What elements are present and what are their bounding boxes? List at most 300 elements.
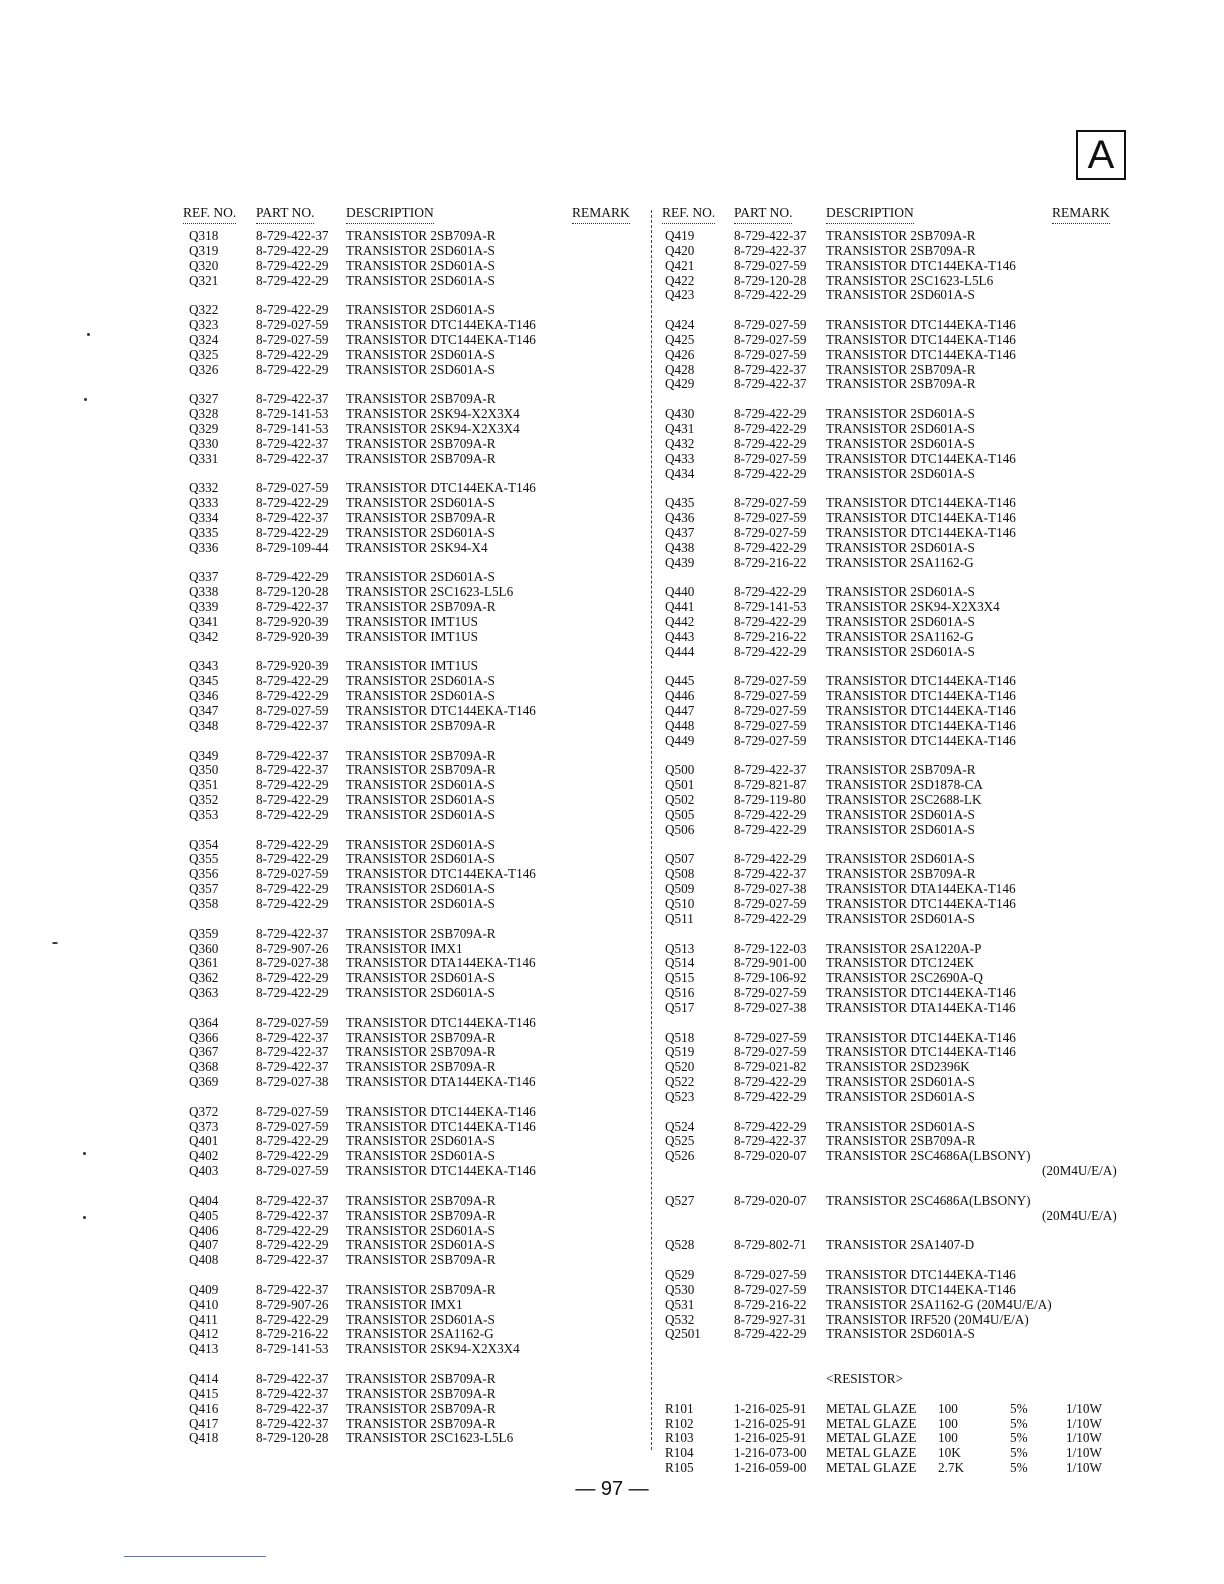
ref-no: Q502 — [665, 792, 695, 808]
ref-no: Q322 — [189, 302, 219, 318]
part-row — [183, 1149, 633, 1164]
scan-speck — [84, 398, 87, 401]
description: TRANSISTOR IRF520 (20M4U/E/A) — [826, 1311, 1029, 1327]
part-no: 8-729-422-29 — [256, 836, 329, 852]
description: TRANSISTOR 2SD601A-S — [346, 361, 495, 377]
description: TRANSISTOR 2SB709A-R — [346, 450, 496, 466]
part-row — [662, 956, 1124, 971]
ref-no: R102 — [665, 1415, 694, 1431]
description: TRANSISTOR 2SA1162-G — [826, 554, 974, 570]
part-row — [662, 823, 1124, 838]
ref-no: Q334 — [189, 510, 219, 526]
ref-no: Q410 — [189, 1296, 219, 1312]
description: TRANSISTOR 2SD601A-S — [346, 1222, 495, 1238]
ref-no: Q416 — [189, 1400, 219, 1416]
right-parts-list — [662, 229, 1124, 1476]
ref-no: Q426 — [665, 346, 695, 362]
description: TRANSISTOR DTC144EKA-T146 — [826, 717, 1016, 733]
description: TRANSISTOR DTC144EKA-T146 — [826, 510, 1016, 526]
part-row — [662, 407, 1124, 422]
part-no: 8-729-422-29 — [734, 1074, 807, 1090]
part-row — [183, 1134, 633, 1149]
part-no: 8-729-119-80 — [734, 792, 807, 808]
part-no: 8-729-216-22 — [734, 1296, 807, 1312]
part-no: 8-729-021-82 — [734, 1059, 807, 1075]
part-no: 8-729-027-59 — [256, 1103, 329, 1119]
group-gap — [662, 1342, 1124, 1357]
part-no: 8-729-120-28 — [256, 584, 329, 600]
part-no: 8-729-422-29 — [734, 613, 807, 629]
description: TRANSISTOR 2SD601A-S — [346, 302, 495, 318]
group-gap — [183, 1357, 633, 1372]
resistor-row — [662, 1431, 1124, 1446]
ref-no: Q364 — [189, 1014, 219, 1030]
ref-no: Q520 — [665, 1059, 695, 1075]
ref-no: Q530 — [665, 1281, 695, 1297]
description: TRANSISTOR 2SB709A-R — [346, 1044, 496, 1060]
part-row — [662, 541, 1124, 556]
ref-no: Q412 — [189, 1326, 219, 1342]
group-gap — [183, 823, 633, 838]
ref-no: Q432 — [665, 435, 695, 451]
part-no: 8-729-422-37 — [256, 1059, 329, 1075]
group-gap — [183, 1268, 633, 1283]
part-no: 8-729-422-29 — [256, 777, 329, 793]
part-no: 8-729-422-29 — [256, 1133, 329, 1149]
part-row — [183, 1417, 633, 1432]
part-no: 8-729-027-59 — [734, 495, 807, 511]
ref-no: Q404 — [189, 1192, 219, 1208]
description: METAL GLAZE — [826, 1400, 917, 1416]
group-gap — [183, 1179, 633, 1194]
ref-no: Q349 — [189, 747, 219, 763]
ref-no: Q345 — [189, 673, 219, 689]
part-no: 8-729-422-29 — [256, 302, 329, 318]
ref-no: Q372 — [189, 1103, 219, 1119]
description: TRANSISTOR 2SD601A-S — [346, 346, 495, 362]
part-row — [662, 615, 1124, 630]
part-row — [183, 585, 633, 600]
description: TRANSISTOR DTC144EKA-T146 — [346, 1014, 536, 1030]
part-no: 8-729-422-37 — [256, 1029, 329, 1045]
part-row — [662, 556, 1124, 571]
description: TRANSISTOR 2SD601A-S — [826, 643, 975, 659]
resistor-row — [662, 1461, 1124, 1476]
description-continuation: (20M4U/E/A) — [1042, 1163, 1117, 1179]
description: TRANSISTOR 2SB709A-R — [826, 361, 976, 377]
ref-no: Q337 — [189, 569, 219, 585]
ref-no: Q352 — [189, 792, 219, 808]
part-row — [183, 986, 633, 1001]
ref-no: Q421 — [665, 257, 695, 273]
page-section-tag: A — [1076, 130, 1126, 180]
ref-no: Q367 — [189, 1044, 219, 1060]
resistance-value: 10K — [938, 1445, 961, 1461]
part-row — [183, 318, 633, 333]
part-no: 8-729-109-44 — [256, 539, 329, 555]
ref-no: Q524 — [665, 1118, 695, 1134]
description: METAL GLAZE — [826, 1445, 917, 1461]
description: TRANSISTOR 2SK94-X2X3X4 — [346, 406, 520, 422]
description: TRANSISTOR 2SB709A-R — [346, 1192, 496, 1208]
ref-no: Q507 — [665, 851, 695, 867]
description: TRANSISTOR 2SD601A-S — [346, 1237, 495, 1253]
part-no: 8-729-027-59 — [256, 331, 329, 347]
ref-no: Q526 — [665, 1148, 695, 1164]
ref-no: Q438 — [665, 539, 695, 555]
scan-speck — [83, 1216, 86, 1219]
ref-no: Q332 — [189, 480, 219, 496]
description: TRANSISTOR DTA144EKA-T146 — [826, 881, 1016, 897]
part-no: 8-729-422-29 — [256, 851, 329, 867]
description: TRANSISTOR 2SA1407-D — [826, 1237, 975, 1253]
part-no: 8-729-422-37 — [734, 376, 807, 392]
part-no: 8-729-422-37 — [734, 361, 807, 377]
part-no: 8-729-027-59 — [734, 317, 807, 333]
group-gap — [662, 1016, 1124, 1031]
part-row — [662, 511, 1124, 526]
power-rating: 1/10W — [1066, 1415, 1102, 1431]
description: TRANSISTOR 2SD601A-S — [826, 1118, 975, 1134]
group-gap — [662, 303, 1124, 318]
resistor-row — [662, 1446, 1124, 1461]
description: TRANSISTOR 2SD601A-S — [826, 287, 975, 303]
ref-no: Q511 — [665, 910, 694, 926]
part-row — [662, 1134, 1124, 1149]
description: TRANSISTOR 2SK94-X4 — [346, 539, 488, 555]
part-row — [183, 437, 633, 452]
part-row — [183, 259, 633, 274]
ref-no: Q354 — [189, 836, 219, 852]
ref-no: Q415 — [189, 1385, 219, 1401]
ref-no: Q326 — [189, 361, 219, 377]
part-row — [183, 1224, 633, 1239]
ref-no: Q2501 — [665, 1326, 701, 1342]
description: TRANSISTOR 2SB709A-R — [826, 762, 976, 778]
part-row — [662, 1194, 1124, 1209]
part-no: 8-729-422-29 — [256, 970, 329, 986]
description: TRANSISTOR 2SK94-X2X3X4 — [826, 599, 1000, 615]
description: TRANSISTOR 2SB709A-R — [826, 866, 976, 882]
group-gap — [662, 1105, 1124, 1120]
description: TRANSISTOR 2SB709A-R — [346, 435, 496, 451]
description: TRANSISTOR DTC124EK — [826, 955, 975, 971]
ref-no: Q339 — [189, 599, 219, 615]
description: TRANSISTOR 2SD601A-S — [346, 524, 495, 540]
part-no: 8-729-422-37 — [256, 925, 329, 941]
right-parts-column — [662, 205, 1124, 1476]
part-row — [662, 808, 1124, 823]
part-no: 8-729-027-59 — [734, 510, 807, 526]
part-no: 8-729-027-59 — [256, 1163, 329, 1179]
ref-no: Q350 — [189, 762, 219, 778]
part-row — [183, 229, 633, 244]
footer-rule — [124, 1556, 266, 1557]
part-row — [662, 452, 1124, 467]
ref-no: Q429 — [665, 376, 695, 392]
part-no: 8-729-422-29 — [256, 985, 329, 1001]
column-divider — [651, 210, 652, 1450]
ref-no: Q435 — [665, 495, 695, 511]
ref-no: Q403 — [189, 1163, 219, 1179]
ref-no: Q433 — [665, 450, 695, 466]
description: TRANSISTOR 2SD601A-S — [346, 257, 495, 273]
part-no: 8-729-422-29 — [256, 1311, 329, 1327]
description: TRANSISTOR 2SB709A-R — [346, 1059, 496, 1075]
part-no: 8-729-422-29 — [734, 406, 807, 422]
part-row — [662, 363, 1124, 378]
ref-no: Q527 — [665, 1192, 695, 1208]
scan-speck — [87, 333, 90, 336]
part-row — [662, 942, 1124, 957]
part-row — [183, 808, 633, 823]
ref-no: Q407 — [189, 1237, 219, 1253]
description: TRANSISTOR 2SB709A-R — [346, 925, 496, 941]
description: TRANSISTOR 2SB709A-R — [346, 1415, 496, 1431]
description: TRANSISTOR 2SA1162-G — [346, 1326, 494, 1342]
part-row — [662, 1090, 1124, 1105]
ref-no: R101 — [665, 1400, 694, 1416]
ref-no: Q356 — [189, 866, 219, 882]
description: TRANSISTOR 2SB709A-R — [346, 391, 496, 407]
part-no: 8-729-122-03 — [734, 940, 807, 956]
ref-no: Q528 — [665, 1237, 695, 1253]
part-row — [183, 852, 633, 867]
part-no: 8-729-422-29 — [256, 806, 329, 822]
part-row — [662, 645, 1124, 660]
group-gap — [183, 288, 633, 303]
part-no: 8-729-422-29 — [734, 806, 807, 822]
part-row — [183, 1283, 633, 1298]
description: TRANSISTOR 2SD601A-S — [346, 836, 495, 852]
part-row — [183, 1016, 633, 1031]
part-no: 8-729-422-29 — [734, 584, 807, 600]
part-no: 8-729-422-37 — [256, 435, 329, 451]
part-row — [662, 1238, 1124, 1253]
part-no: 8-729-422-37 — [256, 228, 329, 243]
description: METAL GLAZE — [826, 1430, 917, 1446]
ref-no: Q522 — [665, 1074, 695, 1090]
description: TRANSISTOR 2SD601A-S — [346, 895, 495, 911]
ref-no: Q417 — [189, 1415, 219, 1431]
part-row — [183, 1298, 633, 1313]
description: TRANSISTOR 2SD601A-S — [346, 272, 495, 288]
ref-no: Q501 — [665, 777, 695, 793]
ref-no: Q358 — [189, 895, 219, 911]
description: TRANSISTOR 2SA1162-G (20M4U/E/A) — [826, 1296, 1052, 1312]
description: TRANSISTOR DTC144EKA-T146 — [826, 673, 1016, 689]
description: TRANSISTOR 2SB709A-R — [346, 1400, 496, 1416]
part-no: 8-729-027-59 — [734, 331, 807, 347]
part-row — [662, 229, 1124, 244]
description: TRANSISTOR 2SC2690A-Q — [826, 970, 983, 986]
part-row — [183, 303, 633, 318]
part-row — [183, 1313, 633, 1328]
part-row — [183, 333, 633, 348]
description: TRANSISTOR DTC144EKA-T146 — [826, 732, 1016, 748]
left-parts-list — [183, 229, 633, 1446]
part-no: 8-729-422-29 — [256, 524, 329, 540]
ref-no: Q348 — [189, 717, 219, 733]
group-gap — [662, 749, 1124, 764]
ref-no: Q532 — [665, 1311, 695, 1327]
ref-no: Q523 — [665, 1088, 695, 1104]
description: TRANSISTOR DTC144EKA-T146 — [826, 331, 1016, 347]
part-no: 8-729-422-29 — [256, 272, 329, 288]
part-row — [183, 600, 633, 615]
ref-no-header: REF. NO. — [183, 205, 236, 224]
scan-speck — [83, 1152, 86, 1155]
description: TRANSISTOR 2SB709A-R — [346, 1385, 496, 1401]
ref-no: Q414 — [189, 1370, 219, 1386]
description: TRANSISTOR 2SC1623-L5L6 — [346, 584, 514, 600]
part-row — [183, 1431, 633, 1446]
part-row — [662, 867, 1124, 882]
description: TRANSISTOR 2SB709A-R — [346, 1370, 496, 1386]
part-no: 8-729-027-59 — [734, 688, 807, 704]
part-row — [183, 1372, 633, 1387]
part-no: 8-729-422-37 — [256, 1192, 329, 1208]
ref-no: Q357 — [189, 881, 219, 897]
part-no-header: PART NO. — [734, 205, 792, 224]
ref-no: Q424 — [665, 317, 695, 333]
part-row — [662, 1268, 1124, 1283]
power-rating: 1/10W — [1066, 1430, 1102, 1446]
group-gap — [662, 392, 1124, 407]
ref-no: Q449 — [665, 732, 695, 748]
ref-no: Q439 — [665, 554, 695, 570]
description: TRANSISTOR 2SD601A-S — [346, 688, 495, 704]
part-row — [183, 1253, 633, 1268]
part-row — [662, 1001, 1124, 1016]
description: TRANSISTOR DTC144EKA-T146 — [346, 1118, 536, 1134]
ref-no: Q519 — [665, 1044, 695, 1060]
ref-no: Q324 — [189, 331, 219, 347]
part-no: 8-729-422-29 — [256, 1148, 329, 1164]
description: TRANSISTOR IMT1US — [346, 658, 479, 674]
description: TRANSISTOR DTC144EKA-T146 — [346, 480, 536, 496]
part-row — [183, 1045, 633, 1060]
part-row — [662, 689, 1124, 704]
ref-no: Q351 — [189, 777, 219, 793]
part-row — [183, 630, 633, 645]
group-gap — [662, 570, 1124, 585]
part-row — [183, 778, 633, 793]
description: TRANSISTOR 2SC4686A(LBSONY) — [826, 1148, 1031, 1164]
ref-no: Q419 — [665, 228, 695, 243]
page-number: — 97 — — [575, 1478, 649, 1500]
part-row — [662, 1298, 1124, 1313]
tolerance: 5% — [1010, 1445, 1028, 1461]
description: TRANSISTOR DTC144EKA-T146 — [346, 703, 536, 718]
ref-no: Q420 — [665, 242, 695, 258]
ref-no: Q353 — [189, 806, 219, 822]
part-no: 8-729-422-37 — [256, 762, 329, 778]
part-row — [183, 541, 633, 556]
part-row — [662, 318, 1124, 333]
ref-no: Q323 — [189, 317, 219, 333]
description: TRANSISTOR DTC144EKA-T146 — [826, 495, 1016, 511]
ref-no: Q506 — [665, 821, 695, 837]
part-no: 8-729-027-59 — [734, 1281, 807, 1297]
description: TRANSISTOR 2SB709A-R — [346, 762, 496, 778]
part-row — [183, 704, 633, 719]
description: TRANSISTOR 2SD601A-S — [346, 806, 495, 822]
ref-no: Q442 — [665, 613, 695, 629]
part-row — [662, 778, 1124, 793]
part-no: 8-729-422-29 — [734, 287, 807, 303]
ref-no: Q444 — [665, 643, 695, 659]
description: TRANSISTOR DTA144EKA-T146 — [826, 999, 1016, 1015]
ref-no: Q418 — [189, 1430, 219, 1446]
group-gap — [183, 556, 633, 571]
part-row — [183, 882, 633, 897]
description-header: DESCRIPTION — [346, 205, 434, 224]
part-no: 8-729-901-00 — [734, 955, 807, 971]
description: TRANSISTOR 2SD601A-S — [826, 465, 975, 481]
description: TRANSISTOR IMX1 — [346, 1296, 463, 1312]
part-row — [183, 496, 633, 511]
tolerance: 5% — [1010, 1460, 1028, 1476]
ref-no: Q368 — [189, 1059, 219, 1075]
ref-no: Q514 — [665, 955, 695, 971]
part-row — [183, 793, 633, 808]
part-no: 8-729-027-59 — [734, 985, 807, 1001]
description-header: DESCRIPTION — [826, 205, 914, 224]
ref-no: Q437 — [665, 524, 695, 540]
part-no: 8-729-422-29 — [734, 821, 807, 837]
part-row — [183, 407, 633, 422]
group-gap — [662, 1357, 1124, 1372]
description: TRANSISTOR DTC144EKA-T146 — [826, 985, 1016, 1001]
description: TRANSISTOR 2SD601A-S — [346, 881, 495, 897]
part-no: 8-729-422-37 — [256, 450, 329, 466]
description: TRANSISTOR DTC144EKA-T146 — [346, 331, 536, 347]
part-no: 8-729-422-29 — [256, 792, 329, 808]
part-row — [183, 1075, 633, 1090]
part-no: 1-216-025-91 — [734, 1400, 807, 1416]
part-row — [183, 422, 633, 437]
description: TRANSISTOR 2SB709A-R — [826, 376, 976, 392]
part-row — [662, 1120, 1124, 1135]
part-row — [183, 1164, 633, 1179]
part-no: 8-729-422-37 — [734, 866, 807, 882]
part-no: 8-729-920-39 — [256, 613, 329, 629]
part-no: 8-729-027-59 — [256, 317, 329, 333]
description: TRANSISTOR DTC144EKA-T146 — [826, 346, 1016, 362]
part-no: 8-729-422-37 — [256, 510, 329, 526]
description-continuation: (20M4U/E/A) — [1042, 1207, 1117, 1223]
description: TRANSISTOR 2SD601A-S — [826, 1074, 975, 1090]
part-row — [662, 1060, 1124, 1075]
part-no: 8-729-422-29 — [256, 1237, 329, 1253]
group-gap — [662, 481, 1124, 496]
description: TRANSISTOR 2SD601A-S — [346, 970, 495, 986]
part-row-continuation — [662, 1209, 1124, 1224]
part-row — [183, 511, 633, 526]
ref-no: Q338 — [189, 584, 219, 600]
ref-no: Q369 — [189, 1074, 219, 1090]
part-no: 8-729-422-29 — [256, 895, 329, 911]
description: TRANSISTOR 2SD601A-S — [826, 613, 975, 629]
part-no: 8-729-106-92 — [734, 970, 807, 986]
description: TRANSISTOR 2SB709A-R — [346, 1281, 496, 1297]
description: TRANSISTOR 2SB709A-R — [826, 228, 976, 243]
ref-no: Q445 — [665, 673, 695, 689]
description: TRANSISTOR 2SD601A-S — [826, 806, 975, 822]
power-rating: 1/10W — [1066, 1400, 1102, 1416]
description: TRANSISTOR DTC144EKA-T146 — [346, 1103, 536, 1119]
